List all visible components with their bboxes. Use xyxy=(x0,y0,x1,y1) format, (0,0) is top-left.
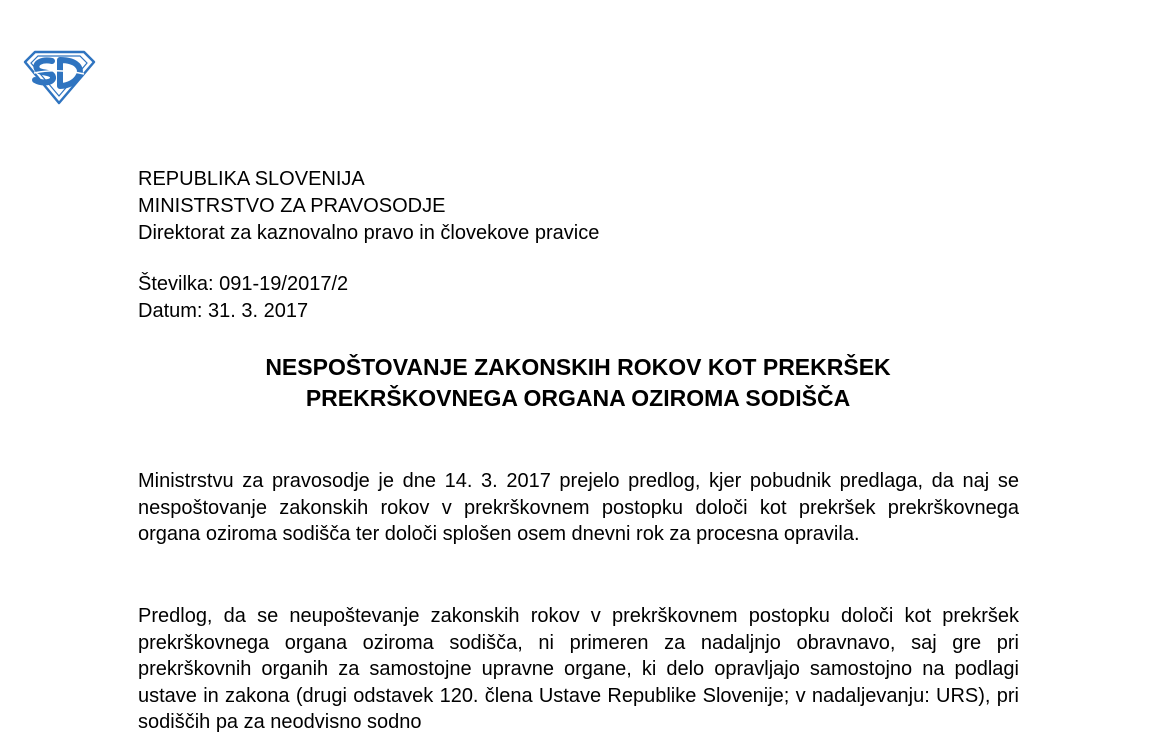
body-paragraph-2: Predlog, da se neupoštevanje zakonskih rokov v prekrškovnem postopku določi kot prekršek prekrškovnega organa oziroma sodišča, ni primeren za nadaljnjo obravnavo, saj gre pri prekrškovnih organih za samostojne upravne organe, ki delo opravljajo samostojno na podlagi ustave in zakona (drugi odstavek 120. člena Ustave Republike Slovenije; v nadaljevanju: URS), pri sodiščih pa za neodvisno sodno xyxy=(138,605,1019,733)
letterhead xyxy=(138,166,599,247)
document-number: Številka: 091-19/2017/2 xyxy=(138,273,349,295)
country-name: REPUBLIKA SLOVENIJA xyxy=(138,168,365,190)
ministry-shield-logo-icon xyxy=(22,49,96,105)
document-reference xyxy=(138,271,348,325)
title-line-1: NESPOŠTOVANJE ZAKONSKIH ROKOV KOT PREKRŠEK xyxy=(265,354,891,380)
document-title xyxy=(138,352,1018,414)
directorate-name: Direktorat za kaznovalno pravo in človekove pravice xyxy=(138,222,600,244)
title-line-2: PREKRŠKOVNEGA ORGANA OZIROMA SODIŠČA xyxy=(305,385,851,411)
ministry-logo xyxy=(22,49,96,105)
document-date: Datum: 31. 3. 2017 xyxy=(138,300,309,322)
body-paragraph-1: Ministrstvu za pravosodje je dne 14. 3. 2017 prejelo predlog, kjer pobudnik predlaga, da naj se nespoštovanje zakonskih rokov v prekrškovnem postopku določi kot prekršek prekrškovnega organa oziroma sodišča ter določi splošen osem dnevni rok za procesna opravila. xyxy=(138,470,1019,545)
ministry-name: MINISTRSTVO ZA PRAVOSODJE xyxy=(138,195,446,217)
